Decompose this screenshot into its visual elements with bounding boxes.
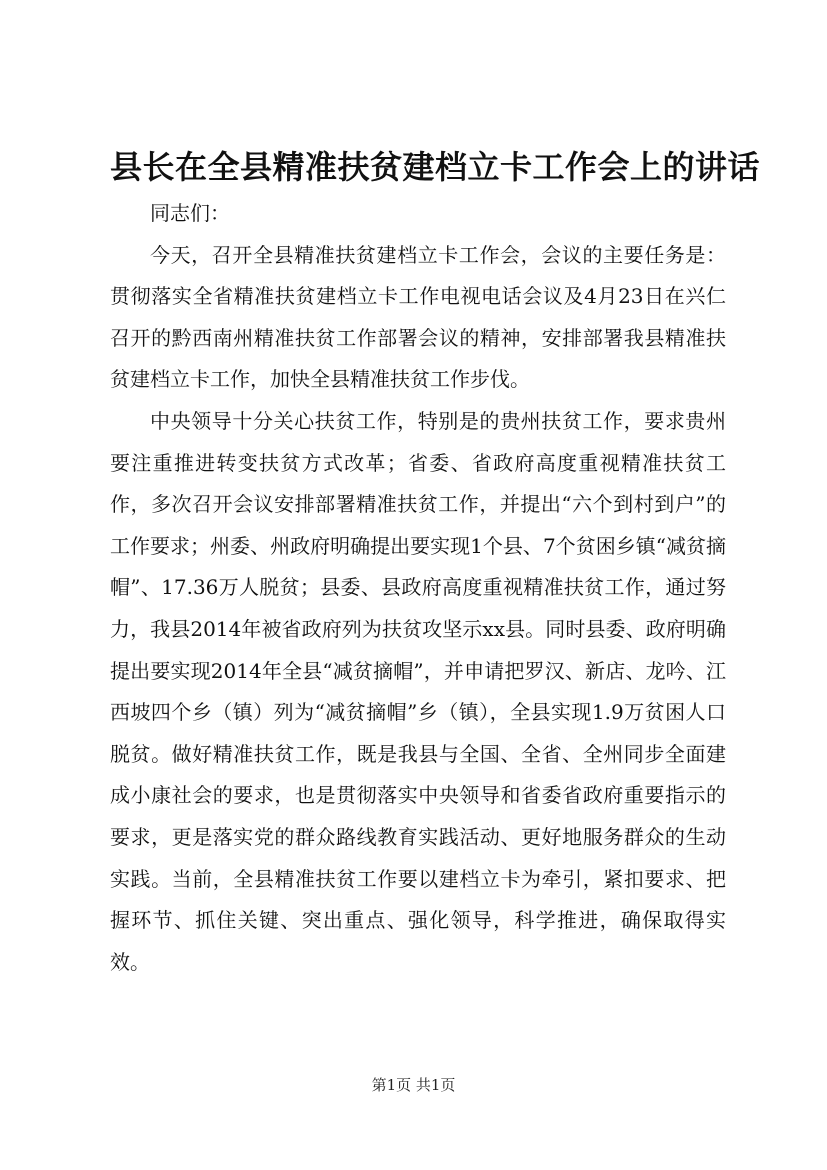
- document-title: 县长在全县精准扶贫建档立卡工作会上的讲话: [110, 148, 761, 186]
- salutation: 同志们：: [150, 201, 230, 225]
- document-body: [110, 193, 726, 983]
- paragraph-2: 中央领导十分关心扶贫工作，特别是的贵州扶贫工作，要求贵州要注重推进转变扶贫方式改革；省委、省政府高度重视精准扶贫工作，多次召开会议安排部署精准扶贫工作，并提出“六个到村到户”的工作要求；州委、州政府明确提出要实现1个县、7个贫困乡镇“减贫摘帽”、17.36万人脱贫；县委、县政府高度重视精准扶贫工作，通过努力，我县2014年被省政府列为扶贫攻坚示xx县。同时县委、政府明确提出要实现2014年全县“减贫摘帽”，并申请把罗汉、新店、龙吟、江西坡四个乡（镇）列为“减贫摘帽”乡（镇），全县实现1.9万贫困人口脱贫。做好精准扶贫工作，既是我县与全国、全省、全州同步全面建成小康社会的要求，也是贯彻落实中央领导和省委省政府重要指示的要求，更是落实党的群众路线教育实践活动、更好地服务群众的生动实践。当前，全县精准扶贫工作要以建档立卡为牵引，紧扣要求、把握环节、抓住关键、突出重点、强化领导，科学推进，确保取得实效。: [110, 408, 726, 974]
- page-footer: 第1页 共1页: [371, 1076, 456, 1094]
- paragraph-1: 今天，召开全县精准扶贫建档立卡工作会，会议的主要任务是：贯彻落实全省精准扶贫建档立卡工作电视电话会议及4月23日在兴仁召开的黔西南州精准扶贫工作部署会议的精神，安排部署我县精准扶贫建档立卡工作，加快全县精准扶贫工作步伐。: [110, 242, 726, 392]
